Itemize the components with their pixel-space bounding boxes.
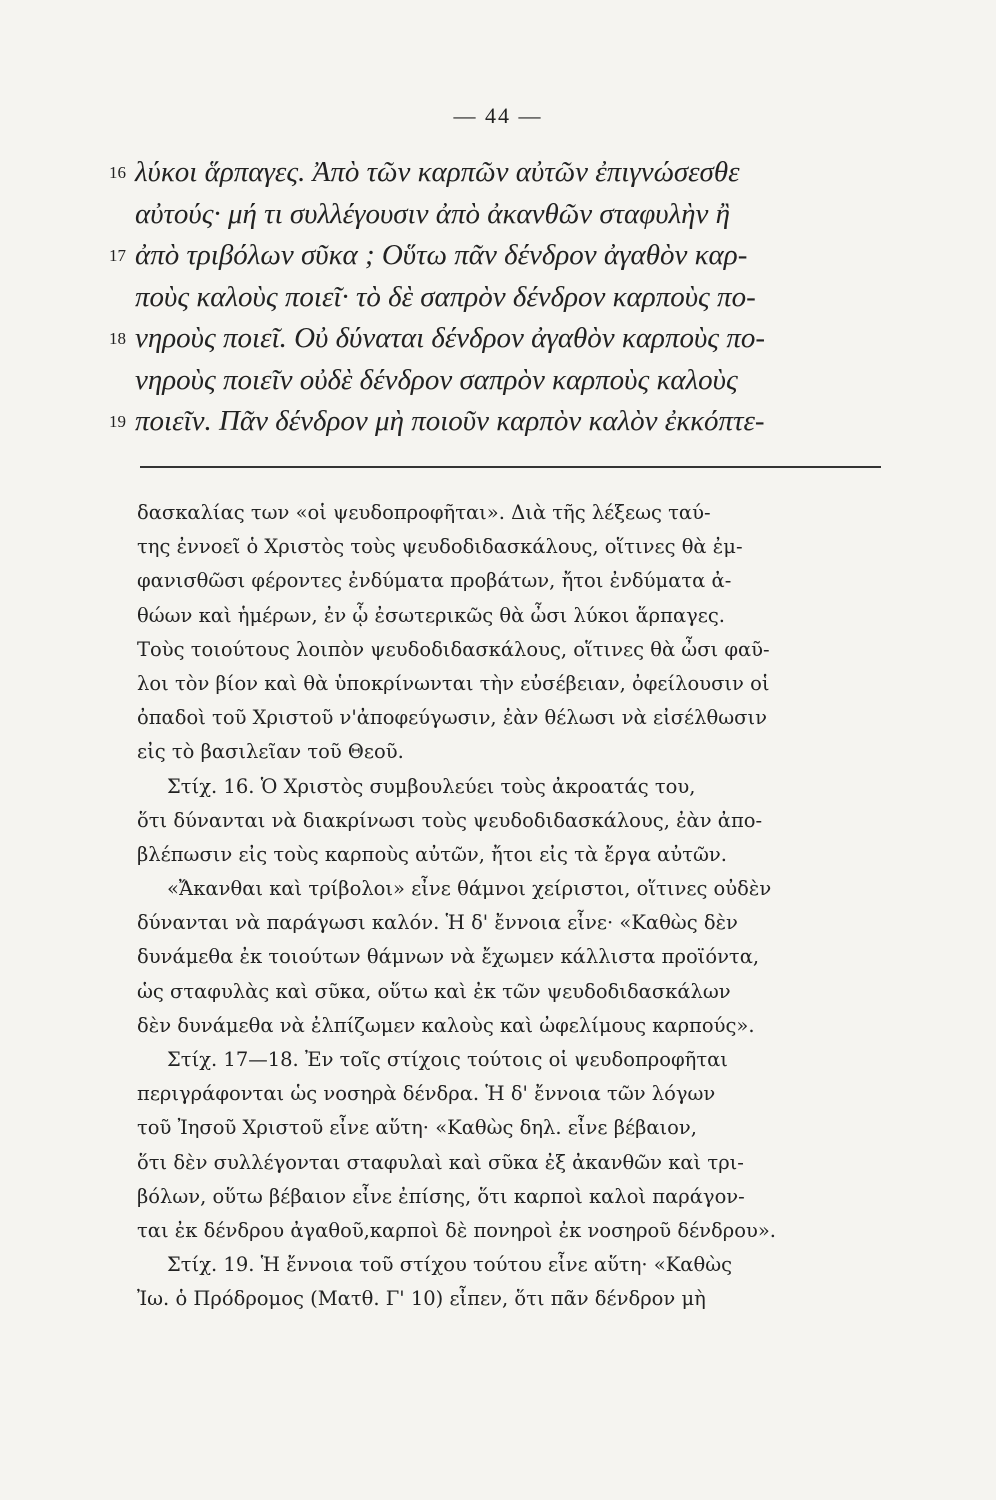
- commentary-line: Τοὺς τοιούτους λοιπὸν ψευδοδιδασκάλους, οἵτινες θὰ ὦσι φαῦ-: [137, 637, 770, 661]
- commentary-line: λοι τὸν βίον καὶ θὰ ὑποκρίνωνται τὴν εὐσέβειαν, ὀφείλουσιν οἱ: [137, 671, 770, 695]
- commentary-line: βόλων, οὕτω βέβαιον εἶνε ἐπίσης, ὅτι καρποὶ καλοὶ παράγον-: [137, 1184, 745, 1208]
- page-number: — 44 —: [453, 103, 543, 128]
- commentary-line: Στίχ. 16. Ὁ Χριστὸς συμβουλεύει τοὺς ἀκροατάς του,: [167, 774, 696, 798]
- commentary-line: Ἰω. ὁ Πρόδρομος (Ματθ. Γ' 10) εἶπεν, ὅτι πᾶν δένδρον μὴ: [137, 1287, 706, 1311]
- commentary-line: Στίχ. 19. Ἡ ἔννοια τοῦ στίχου τούτου εἶνε αὕτη· «Καθὼς: [167, 1253, 733, 1277]
- scripture-line-text: ἀπὸ τριβόλων σῦκα ; Οὕτω πᾶν δένδρον ἀγαθὸν καρ-: [135, 239, 748, 271]
- scripture-line: [109, 401, 895, 443]
- commentary-line: δασκαλίας των «οἱ ψευδοπροφῆται». Διὰ τῆς λέξεως ταύ-: [137, 501, 711, 524]
- scripture-line-text: νηροὺς ποιεῖ. Οὐ δύναται δένδρον ἀγαθὸν καρποὺς πο-: [135, 322, 766, 354]
- scripture-line: [109, 318, 895, 360]
- commentary-line: θώων καὶ ἡμέρων, ἐν ᾧ ἐσωτερικῶς θὰ ὦσι λύκοι ἅρπαγες.: [137, 603, 726, 627]
- scripture-line-text: λύκοι ἅρπαγες. Ἀπὸ τῶν καρπῶν αὐτῶν ἐπιγνώσεσθε: [135, 156, 740, 188]
- commentary-line: εἰς τὸ βασιλεῖαν τοῦ Θεοῦ.: [137, 740, 404, 764]
- footnote-divider: [140, 466, 881, 468]
- scripture-line: [135, 194, 895, 236]
- commentary-line: ὀπαδοὶ τοῦ Χριστοῦ ν'ἀποφεύγωσιν, ἐὰν θέλωσι νὰ εἰσέλθωσιν: [137, 706, 767, 730]
- commentary-line: ὡς σταφυλὰς καὶ σῦκα, οὕτω καὶ ἐκ τῶν ψευδοδιδασκάλων: [137, 979, 731, 1003]
- scripture-text: [109, 152, 895, 443]
- scripture-line-text: ποὺς καλοὺς ποιεῖ· τὸ δὲ σαπρὸν δένδρον καρποὺς πο-: [135, 280, 756, 313]
- commentary-line: ται ἐκ δένδρου ἀγαθοῦ,καρποὶ δὲ πονηροὶ ἐκ νοσηροῦ δένδρου».: [137, 1218, 776, 1242]
- commentary-line: φανισθῶσι φέροντες ἐνδύματα προβάτων, ἤτοι ἐνδύματα ἀ-: [137, 569, 732, 593]
- verse-number: 18: [109, 329, 126, 348]
- verse-number: 17: [109, 246, 126, 265]
- commentary-line: δύνανται νὰ παράγωσι καλόν. Ἡ δ' ἔννοια εἶνε· «Καθὼς δὲν: [137, 911, 738, 935]
- scripture-line-text: αὐτούς· μή τι συλλέγουσιν ἀπὸ ἀκανθῶν σταφυλὴν ἢ: [135, 197, 731, 230]
- scripture-line-text: ποιεῖν. Πᾶν δένδρον μὴ ποιοῦν καρπὸν καλὸν ἐκκόπτε-: [135, 405, 765, 437]
- commentary-line: δυνάμεθα ἐκ τοιούτων θάμνων νὰ ἔχωμεν κάλλιστα προϊόντα,: [137, 945, 760, 969]
- commentary-line: ὅτι δύνανται νὰ διακρίνωσι τοὺς ψευδοδιδασκάλους, ἐὰν ἀπο-: [137, 808, 763, 832]
- commentary-line: της ἐννοεῖ ὁ Χριστὸς τοὺς ψευδοδιδασκάλους, οἵτινες θὰ ἐμ-: [137, 535, 743, 559]
- scripture-line: [135, 360, 895, 402]
- commentary-line: τοῦ Ἰησοῦ Χριστοῦ εἶνε αὕτη· «Καθὼς δηλ. εἶνε βέβαιον,: [137, 1116, 697, 1140]
- scripture-line: [109, 152, 895, 194]
- verse-number: 16: [109, 163, 126, 182]
- commentary-line: περιγράφονται ὡς νοσηρὰ δένδρα. Ἡ δ' ἔννοια τῶν λόγων: [137, 1082, 716, 1106]
- commentary-line: ὅτι δὲν συλλέγονται σταφυλαὶ καὶ σῦκα ἐξ ἀκανθῶν καὶ τρι-: [137, 1150, 744, 1174]
- scripture-line-text: νηροὺς ποιεῖν οὐδὲ δένδρον σαπρὸν καρποὺς καλοὺς: [135, 363, 738, 396]
- verse-number: 19: [109, 412, 126, 431]
- scripture-line: [109, 235, 895, 277]
- commentary-text: [137, 496, 883, 1317]
- commentary-line: Στίχ. 17—18. Ἐν τοῖς στίχοις τούτοις οἱ ψευδοπροφῆται: [167, 1048, 728, 1071]
- commentary-line: «Ἄκανθαι καὶ τρίβολοι» εἶνε θάμνοι χείριστοι, οἵτινες οὐδὲν: [167, 877, 772, 901]
- scripture-line: [135, 277, 895, 319]
- commentary-line: δὲν δυνάμεθα νὰ ἐλπίζωμεν καλοὺς καὶ ὠφελίμους καρπούς».: [137, 1013, 755, 1037]
- commentary-line: βλέπωσιν εἰς τοὺς καρποὺς αὐτῶν, ἤτοι εἰς τὰ ἔργα αὐτῶν.: [137, 842, 727, 866]
